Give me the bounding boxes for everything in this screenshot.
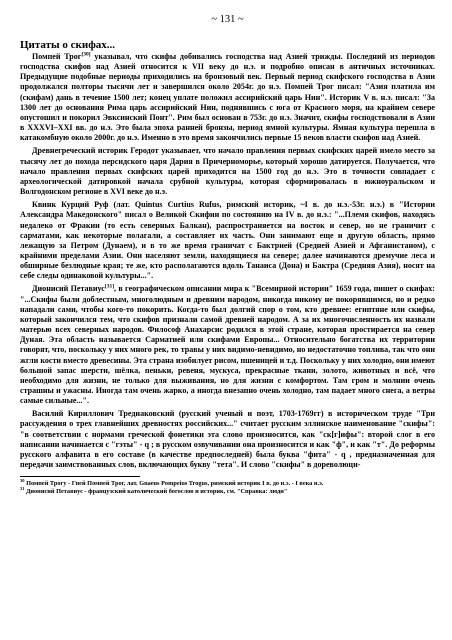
paragraph-lead: Помпей Трог bbox=[32, 52, 82, 61]
footnote-31 bbox=[20, 488, 435, 496]
paragraph-curtius-rufus bbox=[20, 200, 435, 281]
paragraph-text: Древнегреческий историк Геродот указывает, что начало правления первых скифских царей имело место за тысячу лет до похода персидского царя Дария в Причерноморье, который хорошо датируется. Получается, что начало правления первых скифских царей приходится на 1500 год до н.э. Это в точности совпадает с археологической датировкой начала срубной культуры, которая сформировалась в южноуральском и Волгодонском регионе в XVI веке до н.э. bbox=[20, 146, 435, 197]
page-number: ~ 131 ~ bbox=[211, 14, 244, 25]
paragraph-text: Василий Кириллович Тредиаковский (русский ученый и поэт, 1703-1769гг) в историческом труде "Три рассуждения о трех главнейших древностях российских..." считает русским эллинское наименование "скифы": "в соответствии с нормами греческой фонетики эта слово произносится, как "ск[г]ифы": второй слог в его написании начинается с "гэты" - q ; в русском озвучивании она произносится и как "ф", и как "т". До реформы русского алфавита в его составе (в качестве предпоследней) была буква "фита" - q , предназначенная для передачи заимствованных слов, включающих букву "тета". И слово "скифы" в дореволюци- bbox=[20, 409, 435, 470]
footnote-text: Дионисий Петавиус - французский католический богослов и историк, см. "Справка: люди" bbox=[26, 488, 288, 496]
footnote-number: 31 bbox=[20, 486, 25, 492]
paragraph-text: , в географическом описании мира к "Всемирной истории" 1659 года, пишет о скифах: "...Скифы были доблестным, многолюдным и древним народом, никогда никому не покорявшимся, но и редко нападали сами, чтобы кого-то покорить. Когда-то был долгий спор о том, кто древнее: египтяне или скифы, который закончился тем, что скифов признали самой древней народом. А за их многочисленность их назвали матерью всех северных народов. Философ Анахарсис родился в этой стране, которая простирается на север Дуная. Эта область называется Сарматией или скифами Европы... Относительно богатства их территории говорят, что, поскольку у них много рек, то травы у них видимо-невидимо, но недостаточно топлива, так что они жгли кости вместо древесины. Эта страна изобилует рисом, пшеницей и т.д. Поскольку у них холодно, они имеют большой запас шерсти, шёлка, пеньки, ревеня, мускуса, прекрасные ткани, золото, животных и всё, что необходимо для жизни, не только для выживания, но для жизни с комфортом. Там гром и молнии очень страшны и ужасны. Иногда там очень жарко, а иногда внезапно очень холодно, там падает много снега, а ветры самые сильные...". bbox=[20, 284, 435, 406]
paragraph-text: указывал, что скифы добивались господства над Азией трижды. Последний из периодов господства скифов над Азией относится к VII веку до н.э. и подробно описан в античных источниках. Предыдущие подобные периоды приходились на бронзовый век. Первый период скифского господства в Азии продолжался полторы тысячи лет и завершился около 2054г. до н.э. Помпей Трог писал: "Азия платила им (скифам) дань в течение 1500 лет; конец уплате положил ассирийский царь Нин". Историк V в. н.э. писал: "За 1300 лет до основания Рима царь ассирийский Нин, поднявшись с юга от Красного моря, на крайнем севере опустошил и покорил Эвксинский Понт". Рим был основан в 753г. до н.э. Значит, скифы господствовали в Азии в XXXVI–XXI вв. до н.э. Это была эпоха ранней бронзы, период ямной культуры. Ямная культура перешла в катакомбную около 2000г. до н.э. Именно в это время закончились первые 15 веков власти скифов над Азией. bbox=[20, 52, 435, 143]
section-heading: Цитаты о скифах... bbox=[20, 39, 116, 51]
footnote-number: 30 bbox=[20, 478, 25, 484]
footnote-text: Помпей Трогу - Гней Помпей Трог, лат. Gnaeus Pompeius Trogus, римский историк I в. до н.э. - I века н.э. bbox=[26, 480, 324, 488]
footnote-ref-30[interactable]: [30] bbox=[81, 51, 91, 58]
paragraph-lead: Дионисий Петавиус bbox=[32, 284, 105, 294]
footnote-divider bbox=[20, 476, 140, 477]
paragraph-herodotus bbox=[20, 146, 435, 197]
paragraph-trediakovsky bbox=[20, 409, 435, 470]
paragraph-petavius bbox=[20, 284, 435, 406]
paragraph-text: Квинк Курций Руф (лат. Quintus Curtius Rufus, римский историк, ~I в. до н.э.-53г. н.э.) в "Истории Александра Македонского" писал о Великой Скифии по состоянию на IV в. до н.э.: "...Племя скифов, находясь недалеко от Фракии (то есть северных Балкан), распространяется на восток и север, но не граничит с сарматами, как некоторые полагали, а составляет их часть. Они занимают еще и другую область, прямо лежащую за Петром (Дунаем), и в то же время граничат с Бактрией (Средней Азией и Афганистаном), с крайними пределами Азии. Они населяют земли, находящиеся на севере; далее начинаются дремучие леса и обширные безлюдные края; те же, кто располагаются вдоль Танаиса (Дона) и Бактра (Средняя Азия), носят на себе следы одинаковой культуры...". bbox=[20, 200, 435, 281]
footnote-ref-31[interactable]: [31] bbox=[104, 283, 115, 290]
paragraph-pompey-trogus bbox=[20, 52, 435, 143]
document-page bbox=[20, 14, 435, 496]
